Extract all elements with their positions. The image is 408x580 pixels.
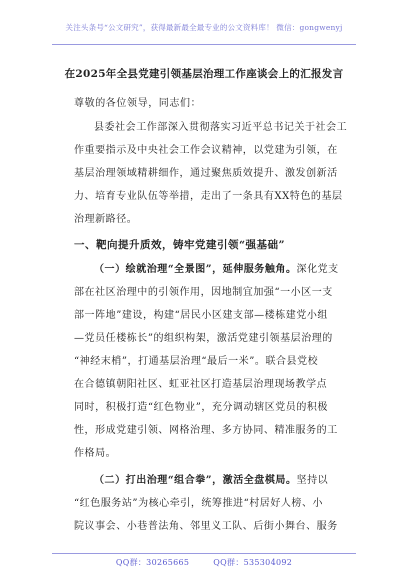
paragraph-line: 同时，积极打造“红色物业”，充分调动辖区党员的积极	[74, 402, 328, 413]
footer	[0, 557, 408, 568]
qq-group-1: QQ群：30265665	[115, 558, 190, 567]
paragraph-line: 在合德镇朝阳社区、虹亚社区打造基层治理现场教学点	[74, 379, 328, 390]
subsection-2-first-text: 坚持以	[296, 475, 329, 486]
banner-divider	[52, 44, 356, 45]
subsection-1-first-line	[74, 258, 338, 281]
intro-paragraph	[74, 116, 348, 231]
section-heading-1: 一、靶向提升质效，铸牢党建引领“强基础”	[74, 239, 286, 251]
paragraph-line: 部一阵地”建设，构建“居民小区建支部—楼栋建党小组	[74, 310, 328, 321]
paragraph-line: —党员任楼栋长”的组织构架，激活党建引领基层治理的	[74, 333, 333, 344]
intro-line: 治理新路径。	[74, 214, 138, 225]
intro-line: 作重要指示及中央社会工作会议精神，以党建为引领，在	[74, 145, 338, 156]
paragraph-line: 性，形成党建引领、网格治理、多方协同、精准服务的工	[74, 425, 338, 436]
subsection-2-first-line	[74, 469, 338, 492]
document-title: 在2025年全县党建引领基层治理工作座谈会上的汇报发言	[64, 68, 344, 80]
subsection-1-heading: （一）绘就治理“全景图”，延伸服务触角。	[94, 264, 297, 275]
subsection-2-heading: （二）打出治理“组合拳”，激活全盘棋局。	[94, 475, 297, 486]
intro-line: 基层治理领域精耕细作，通过聚焦质效提升、激发创新活	[74, 168, 338, 179]
footer-divider	[52, 553, 356, 554]
subsection-2-paragraph	[74, 469, 338, 538]
salutation: 尊敬的各位领导，同志们：	[74, 98, 202, 109]
intro-line: 力、培育专业队伍等举措，走出了一条具有XX特色的基层	[74, 191, 343, 202]
paragraph-line: 作格局。	[74, 448, 117, 459]
intro-line: 县委社会工作部深入贯彻落实习近平总书记关于社会工	[94, 122, 348, 133]
paragraph-line: 部在社区治理中的引领作用，因地制宜加强“一小区一支	[74, 287, 333, 298]
top-banner: 关注头条号“公文研究”，获得最新最全最专业的公文资料库！ 微信：gongwenyj	[65, 23, 343, 32]
subsection-1-first-text: 深化党支	[296, 264, 339, 275]
paragraph-line: 院议事会、小巷普法角、邻里义工队、后街小舞台、服务	[74, 521, 338, 532]
qq-group-2: QQ群：535304092	[213, 558, 293, 567]
subsection-1-paragraph	[74, 258, 338, 465]
paragraph-line: “红色服务站”为核心牵引，统筹推进“村居好人榜、小	[74, 498, 324, 509]
paragraph-line: “神经末梢”，打通基层治理“最后一米”。联合县党校	[74, 356, 319, 367]
